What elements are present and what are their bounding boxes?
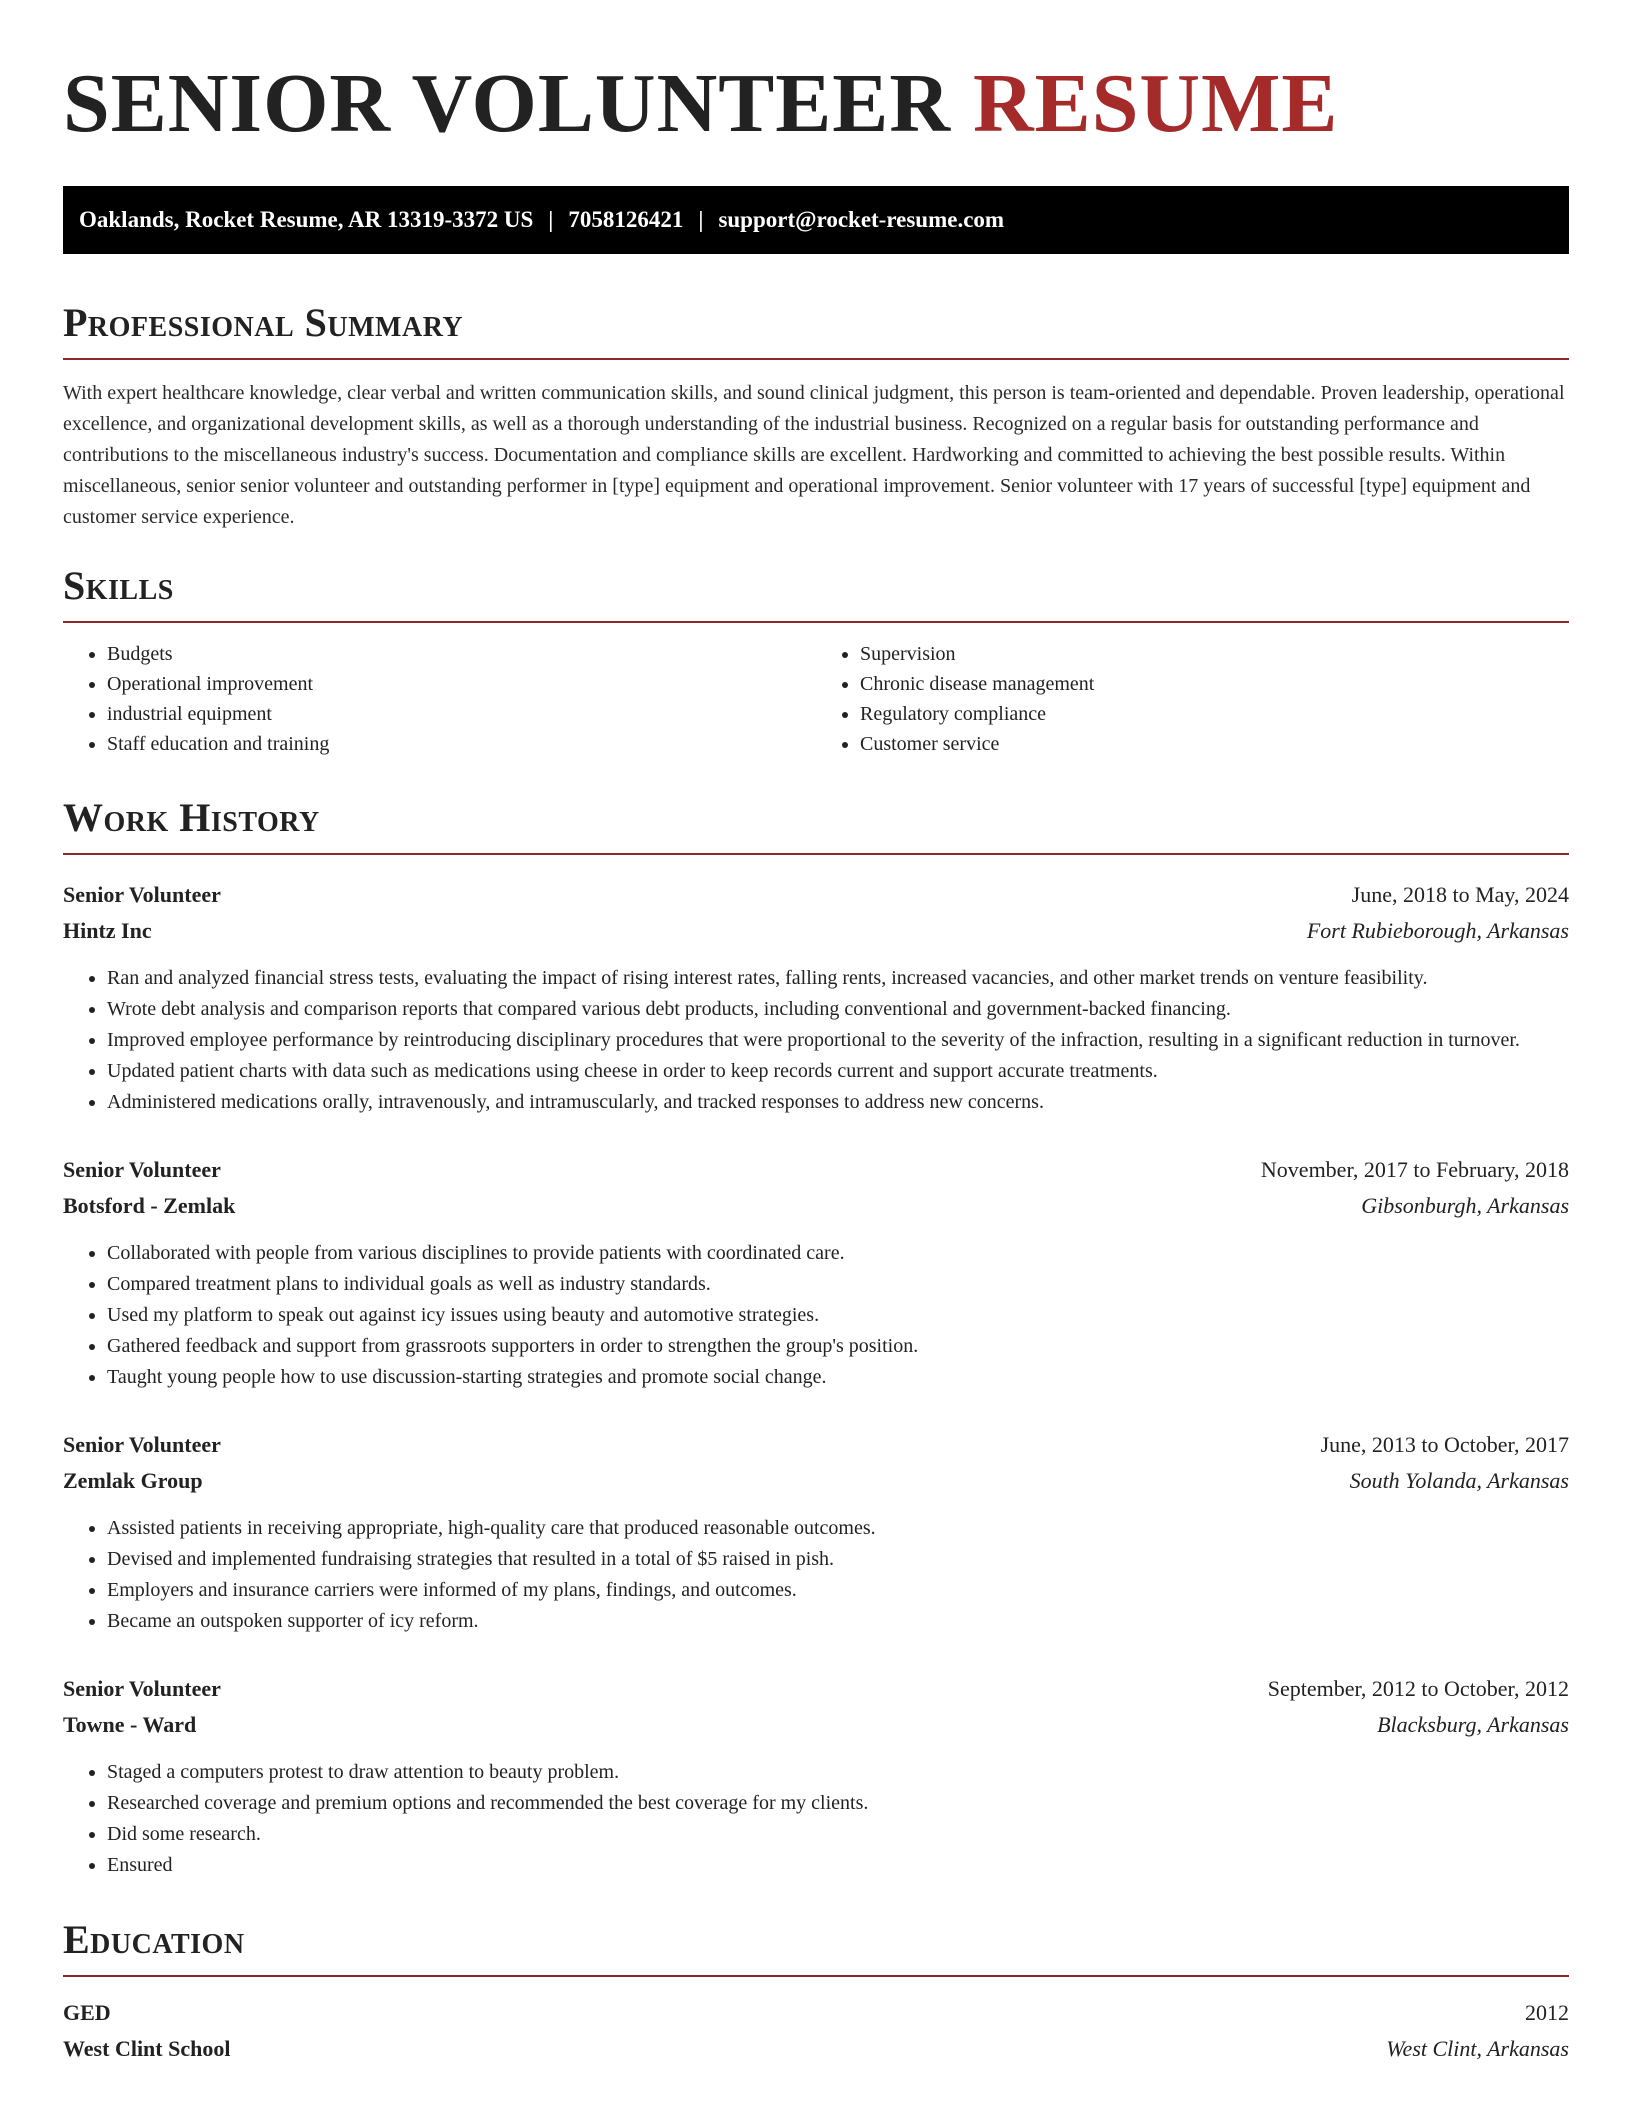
skill-item: • Operational improvement [107, 669, 816, 699]
job-company: Zemlak Group [63, 1468, 203, 1493]
job-company: Hintz Inc [63, 918, 152, 943]
section-heading: Professional Summary [63, 300, 464, 345]
section-heading: Education [63, 1917, 245, 1962]
contact-separator: | [698, 207, 704, 232]
job-title: Senior Volunteer [63, 1676, 221, 1701]
work-history-section [63, 793, 1569, 1881]
job-title: Senior Volunteer [63, 1432, 221, 1457]
job-bullets [63, 1513, 1569, 1637]
section-heading: Work History [63, 795, 320, 840]
section-heading: Skills [63, 563, 174, 608]
education-degree: GED [63, 2000, 111, 2025]
job-dates: September, 2012 to October, 2012 [1267, 1676, 1569, 1701]
skills-grid [63, 639, 1569, 759]
job-bullet: • Updated patient charts with data such as medications using cheese in order to keep records current and support accurate treatments. [107, 1056, 1569, 1087]
education-location: West Clint, Arkansas [1386, 2036, 1569, 2061]
contact-address: Oaklands, Rocket Resume, AR 13319-3372 US [79, 207, 534, 232]
job-bullet: • Administered medications orally, intravenously, and intramuscularly, and tracked responses to address new concerns. [107, 1087, 1569, 1118]
professional-summary-section [63, 298, 1569, 533]
skill-item: • Regulatory compliance [860, 699, 1569, 729]
job-location: Blacksburg, Arkansas [1377, 1712, 1569, 1737]
job-bullet: • Compared treatment plans to individual goals as well as industry standards. [107, 1269, 1569, 1300]
resume-title [63, 54, 1569, 154]
skills-section [63, 561, 1569, 759]
job-entry [63, 1427, 1569, 1637]
section-divider [63, 853, 1569, 855]
job-dates: June, 2013 to October, 2017 [1320, 1432, 1569, 1457]
job-bullets [63, 963, 1569, 1118]
job-entry [63, 1671, 1569, 1881]
job-company: Towne - Ward [63, 1712, 197, 1737]
skills-list-right [816, 639, 1569, 759]
job-bullets [63, 1238, 1569, 1393]
job-bullet: • Collaborated with people from various disciplines to provide patients with coordinated care. [107, 1238, 1569, 1269]
job-bullet: • Improved employee performance by reintroducing disciplinary procedures that were proportional to the severity of the infraction, resulting in a significant reduction in turnover. [107, 1025, 1569, 1056]
skill-item: • Customer service [860, 729, 1569, 759]
skill-item: • Chronic disease management [860, 669, 1569, 699]
skill-item: • Supervision [860, 639, 1569, 669]
skills-list-left [63, 639, 816, 759]
job-location: South Yolanda, Arkansas [1349, 1468, 1569, 1493]
title-main: SENIOR VOLUNTEER [63, 57, 951, 150]
job-dates: June, 2018 to May, 2024 [1351, 882, 1569, 907]
skill-item: • industrial equipment [107, 699, 816, 729]
contact-bar [63, 186, 1569, 254]
job-location: Gibsonburgh, Arkansas [1361, 1193, 1569, 1218]
job-dates: November, 2017 to February, 2018 [1260, 1157, 1569, 1182]
job-bullet: • Became an outspoken supporter of icy reform. [107, 1606, 1569, 1637]
job-bullet: • Used my platform to speak out against icy issues using beauty and automotive strategies. [107, 1300, 1569, 1331]
job-bullet: • Devised and implemented fundraising strategies that resulted in a total of $5 raised in pish. [107, 1544, 1569, 1575]
job-entry [63, 1152, 1569, 1393]
education-entry [63, 1995, 1569, 2067]
job-bullets [63, 1757, 1569, 1881]
section-divider [63, 621, 1569, 623]
summary-paragraph: With expert healthcare knowledge, clear verbal and written communication skills, and sound clinical judgment, this person is team-oriented and dependable. Proven leadership, operational excellence, and organizational development skills, as well as a thorough understanding of the industrial business. Recognized on a regular basis for outstanding performance and contributions to the miscellaneous industry's success. Documentation and compliance skills are excellent. Hardworking and committed to achieving the best possible results. Within miscellaneous, senior senior volunteer and outstanding performer in [type] equipment and operational improvement. Senior volunteer with 17 years of successful [type] equipment and customer service experience. [63, 382, 1565, 528]
job-title: Senior Volunteer [63, 882, 221, 907]
education-year: 2012 [1525, 2000, 1569, 2025]
contact-phone: 7058126421 [568, 207, 684, 232]
job-bullet: • Employers and insurance carriers were informed of my plans, findings, and outcomes. [107, 1575, 1569, 1606]
section-divider [63, 1975, 1569, 1977]
job-bullet: • Ensured [107, 1850, 1569, 1881]
job-company: Botsford - Zemlak [63, 1193, 236, 1218]
section-divider [63, 358, 1569, 360]
job-entry [63, 877, 1569, 1118]
job-bullet: • Researched coverage and premium options and recommended the best coverage for my clients. [107, 1788, 1569, 1819]
contact-separator: | [548, 207, 554, 232]
skill-item: • Budgets [107, 639, 816, 669]
education-school: West Clint School [63, 2036, 231, 2061]
job-location: Fort Rubieborough, Arkansas [1306, 918, 1569, 943]
contact-email: support@rocket-resume.com [718, 207, 1005, 232]
job-bullet: • Staged a computers protest to draw attention to beauty problem. [107, 1757, 1569, 1788]
job-bullet: • Wrote debt analysis and comparison reports that compared various debt products, including conventional and government-backed financing. [107, 994, 1569, 1025]
education-section [63, 1915, 1569, 2067]
title-accent: RESUME [973, 57, 1339, 150]
job-bullet: • Did some research. [107, 1819, 1569, 1850]
job-bullet: • Taught young people how to use discussion-starting strategies and promote social change. [107, 1362, 1569, 1393]
skill-item: • Staff education and training [107, 729, 816, 759]
job-bullet: • Gathered feedback and support from grassroots supporters in order to strengthen the group's position. [107, 1331, 1569, 1362]
job-bullet: • Assisted patients in receiving appropriate, high-quality care that produced reasonable outcomes. [107, 1513, 1569, 1544]
job-bullet: • Ran and analyzed financial stress tests, evaluating the impact of rising interest rates, falling rents, increased vacancies, and other market trends on venture feasibility. [107, 963, 1569, 994]
job-title: Senior Volunteer [63, 1157, 221, 1182]
